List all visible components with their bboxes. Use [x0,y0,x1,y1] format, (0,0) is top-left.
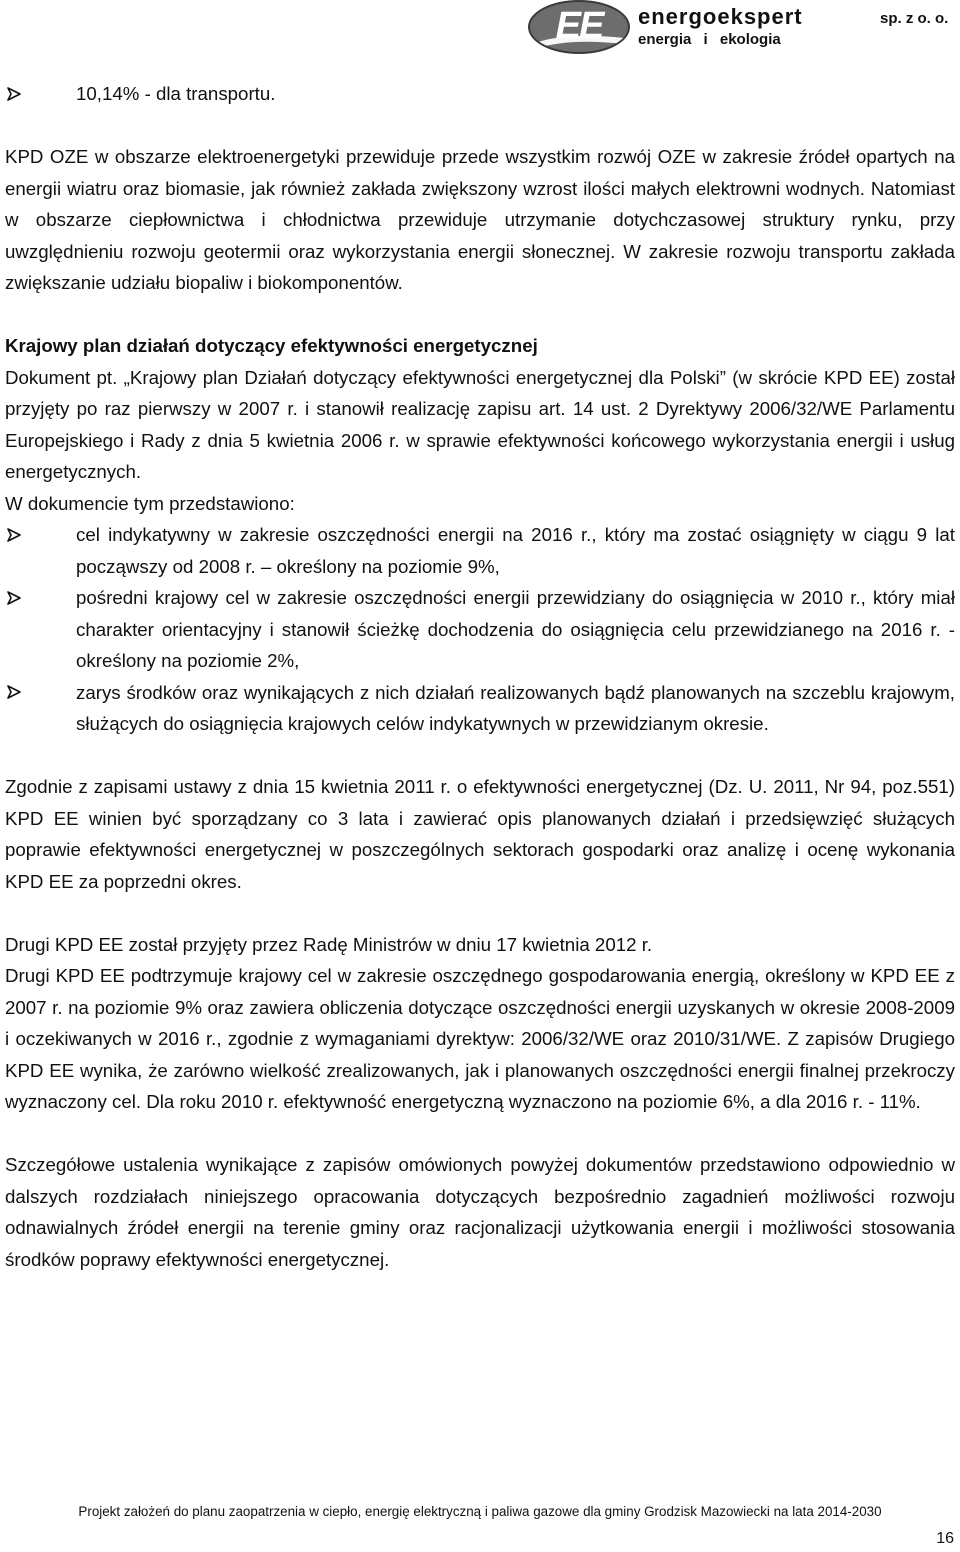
paragraph-drugi-kpd-adoption: Drugi KPD EE został przyjęty przez Radę Ministrów w dniu 17 kwietnia 2012 r. [5,933,653,955]
company-tagline: energia i ekologia [638,31,781,48]
list-item-text: pośredni krajowy cel w zakresie oszczędności energii przewidziany do osiągnięcia w 2010 r., który miał charakter orientacyjny i stanowił ścieżkę dochodzenia do osiągnięcia celu przewidzianego na 2016 r. - określony na poziomie 2%, [76,587,955,671]
list-item-text: 10,14% - dla transportu. [76,83,276,104]
arrowhead-bullet-icon [7,519,27,551]
list-item [5,519,955,582]
goals-bullet-list [5,519,955,740]
paragraph-intro: W dokumencie tym przedstawiono: [5,492,295,514]
paragraph-kpd-ee: Dokument pt. „Krajowy plan Działań dotyczący efektywności energetycznej dla Polski” (w skrócie KPD EE) został przyjęty po raz pierwszy w 2007 r. i stanowił realizację zapisu art. 14 ust. 2 Dyrektywy 2006/32/WE Parlamentu Europejskiego i Rady z dnia 5 kwietnia 2006 r. w sprawie efektywności końcowego wykorzystania energii i usług energetycznych. [5,366,955,482]
arrowhead-bullet-icon [7,582,27,614]
page-number: 16 [936,1530,954,1547]
logo-monogram: EE [555,5,603,47]
section-heading: Krajowy plan działań dotyczący efektywności energetycznej [5,335,538,356]
arrowhead-bullet-icon [7,677,27,709]
company-name: energoekspert [638,4,803,29]
company-suffix: sp. z o. o. [880,10,949,27]
paragraph-summary: Szczegółowe ustalenia wynikające z zapisów omówionych powyżej dokumentów przedstawiono odpowiednio w dalszych rozdziałach niniejszego opracowania dotyczących bezpośrednio zagadnień możliwości rozwoju odnawialnych źródeł energii na terenie gminy oraz racjonalizacji użytkowania energii i możliwości stosowania środków poprawy efektywności energetycznej. [5,1154,955,1270]
list-item [5,677,955,740]
arrowhead-bullet-icon [7,78,27,110]
paragraph-kpd-oze: KPD OZE w obszarze elektroenergetyki przewiduje przede wszystkim rozwój OZE w zakresie źródeł opartych na energii wiatru oraz biomasie, jak również zakłada zwiększony wzrost ilości małych elektrowni wodnych. Natomiast w obszarze ciepłownictwa i chłodnictwa przewiduje utrzymanie dotychczasowej struktury rynku, przy uwzględnieniu rozwoju geotermii oraz wykorzystania energii słonecznej. W zakresie rozwoju transportu zakłada zwiększanie udziału biopaliw i biokomponentów. [5,146,955,293]
paragraph-drugi-kpd-details: Drugi KPD EE podtrzymuje krajowy cel w zakresie oszczędnego gospodarowania energią, określony w KPD EE z 2007 r. na poziomie 9% oraz zawiera obliczenia dotyczące oszczędności energii uzyskanych w okresie 2008-2009 i oczekiwanych w 2016 r., zgodnie z wymaganiami dyrektyw: 2006/32/WE oraz 2010/31/WE. Z zapisów Drugiego KPD EE wynika, że zarówno wielkość zrealizowanych, jak i planowanych oszczędności energii finalnej przekroczy wyznaczony cel. Dla roku 2010 r. efektywność energetyczną wyznaczono na poziomie 6%, a dla 2016 r. - 11%. [5,965,955,1112]
footer-project-title: Projekt założeń do planu zaopatrzenia w ciepło, energię elektryczną i paliwa gazowe dla gminy Grodzisk Mazowiecki na lata 2014-2030 [78,1504,882,1519]
ee-logo-badge [528,0,630,54]
list-item [5,582,955,677]
list-item-text: zarys środków oraz wynikających z nich działań realizowanych bądź planowanych na szczeblu krajowym, służących do osiągnięcia krajowych celów indykatywnych w przewidzianym okresie. [76,681,955,734]
list-item-text: cel indykatywny w zakresie oszczędności energii na 2016 r., który ma zostać osiągnięty w ciągu 9 lat począwszy od 2008 r. – określony na poziomie 9%, [76,524,955,577]
top-bullet-list [5,78,955,110]
company-logo [528,0,960,58]
paragraph-ustawa: Zgodnie z zapisami ustawy z dnia 15 kwietnia 2011 r. o efektywności energetycznej (Dz. U. 2011, Nr 94, poz.551) KPD EE winien być sporządzany co 3 lata i zawierać opis planowanych działań i przedsięwzięć służących poprawie efektywności energetycznej w poszczególnych sektorach gospodarki oraz analizę i ocenę wykonania KPD EE za poprzedni okres. [5,776,955,892]
document-body [5,78,955,1275]
list-item [5,78,955,110]
